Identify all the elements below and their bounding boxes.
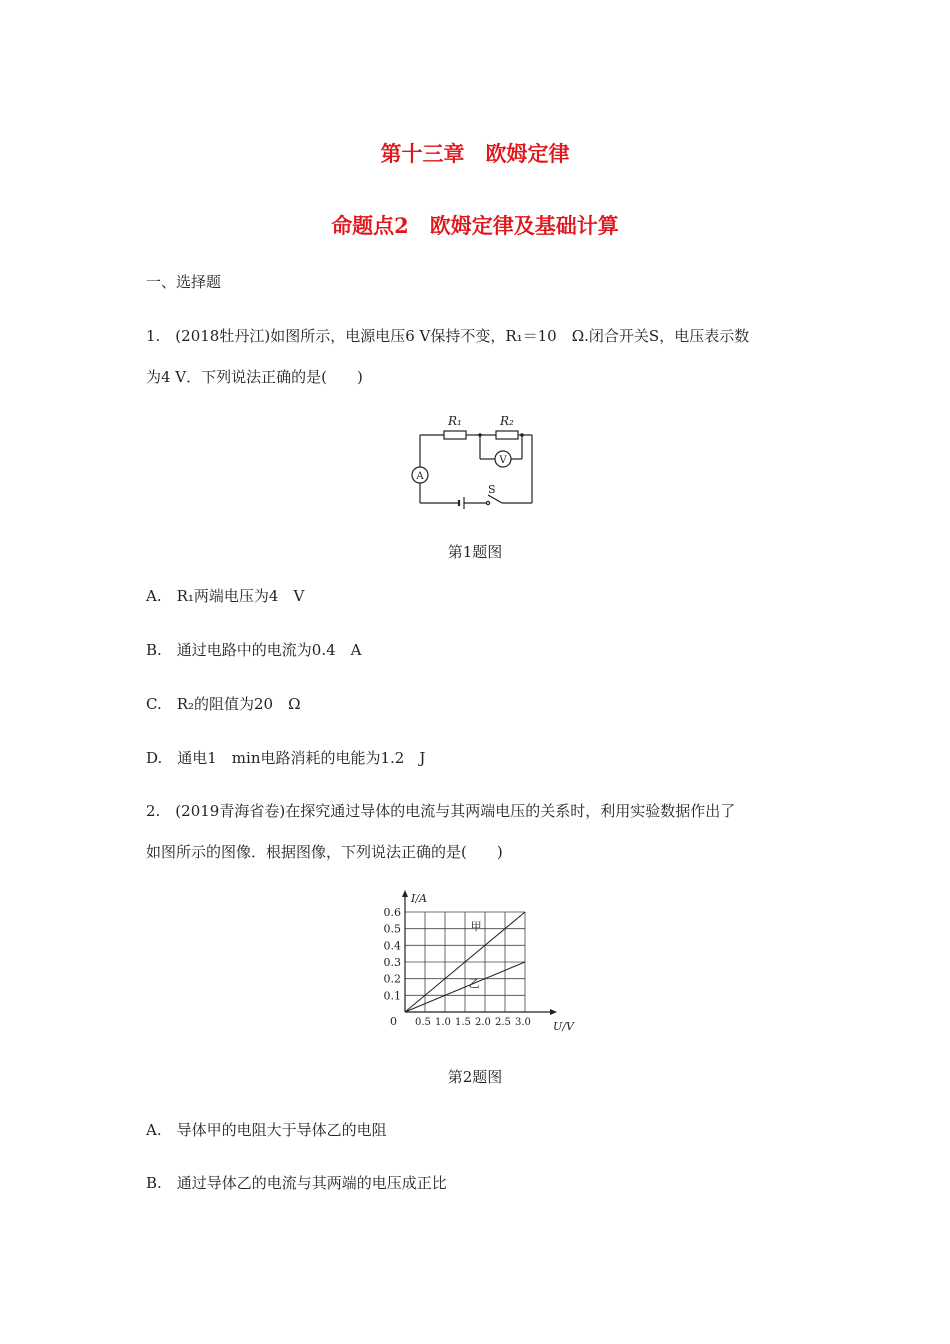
x-tick-label: 1.0	[435, 1017, 451, 1028]
y-tick-label: 0.6	[383, 906, 401, 919]
label-switch: S	[488, 483, 496, 496]
series-name-2: 乙	[468, 977, 480, 990]
y-tick-label: 0.3	[383, 956, 401, 969]
y-axis-arrow	[402, 890, 408, 897]
resistor-r2	[496, 431, 518, 439]
section-title: 命题点2 欧姆定律及基础计算	[331, 213, 619, 238]
label-ammeter: A	[416, 471, 424, 482]
x-tick-label: 0.5	[415, 1017, 431, 1028]
q2-option-a: A. 导体甲的电阻大于导体乙的电阻	[146, 1121, 387, 1139]
series-name-1: 甲	[470, 920, 482, 933]
q2-option-b: B. 通过导体乙的电流与其两端的电压成正比	[146, 1174, 447, 1192]
y-tick-label: 0.1	[383, 989, 401, 1003]
y-tick-label: 0.4	[383, 939, 401, 953]
x-axis-label: U/V	[553, 1020, 574, 1032]
origin-label: 0	[390, 1015, 397, 1028]
section-heading: 一、选择题	[146, 273, 222, 291]
x-tick-label: 2.5	[495, 1017, 511, 1028]
switch-s	[488, 495, 502, 503]
q2-line1: 2. (2019青海省卷)在探究通过导体的电流与其两端电压的关系时，利用实验数据作出了	[146, 802, 736, 820]
q1-caption: 第1题图	[447, 543, 503, 561]
circuit-diagram	[400, 405, 550, 515]
y-tick-label: 0.2	[383, 972, 401, 986]
label-r1: R₁	[448, 414, 462, 428]
label-voltmeter: V	[499, 455, 507, 466]
label-r2: R₂	[500, 414, 514, 428]
q1-option-b: B. 通过电路中的电流为0.4 A	[146, 641, 362, 659]
q1-option-a: A. R₁两端电压为4 V	[146, 587, 305, 605]
q1-option-c: C. R₂的阻值为20 Ω	[146, 695, 301, 713]
x-tick-label: 3.0	[515, 1017, 531, 1028]
x-axis-arrow	[550, 1009, 557, 1015]
chapter-title: 第十三章 欧姆定律	[380, 141, 570, 166]
q1-line2: 为4 V．下列说法正确的是( )	[146, 368, 363, 386]
q1-option-d: D. 通电1 min电路消耗的电能为1.2 J	[146, 749, 426, 767]
x-tick-label: 1.5	[455, 1017, 471, 1028]
resistor-r1	[444, 431, 466, 439]
y-axis-label: I/A	[411, 892, 427, 905]
iu-chart	[370, 882, 580, 1032]
q2-line2: 如图所示的图像．根据图像，下列说法正确的是( )	[146, 843, 503, 861]
y-tick-label: 0.5	[383, 922, 401, 936]
q1-line1: 1. (2018牡丹江)如图所示，电源电压6 V保持不变，R₁＝10 Ω.闭合开关S，电压表示数	[146, 327, 750, 345]
q2-caption: 第2题图	[447, 1068, 503, 1086]
x-tick-label: 2.0	[475, 1017, 491, 1028]
